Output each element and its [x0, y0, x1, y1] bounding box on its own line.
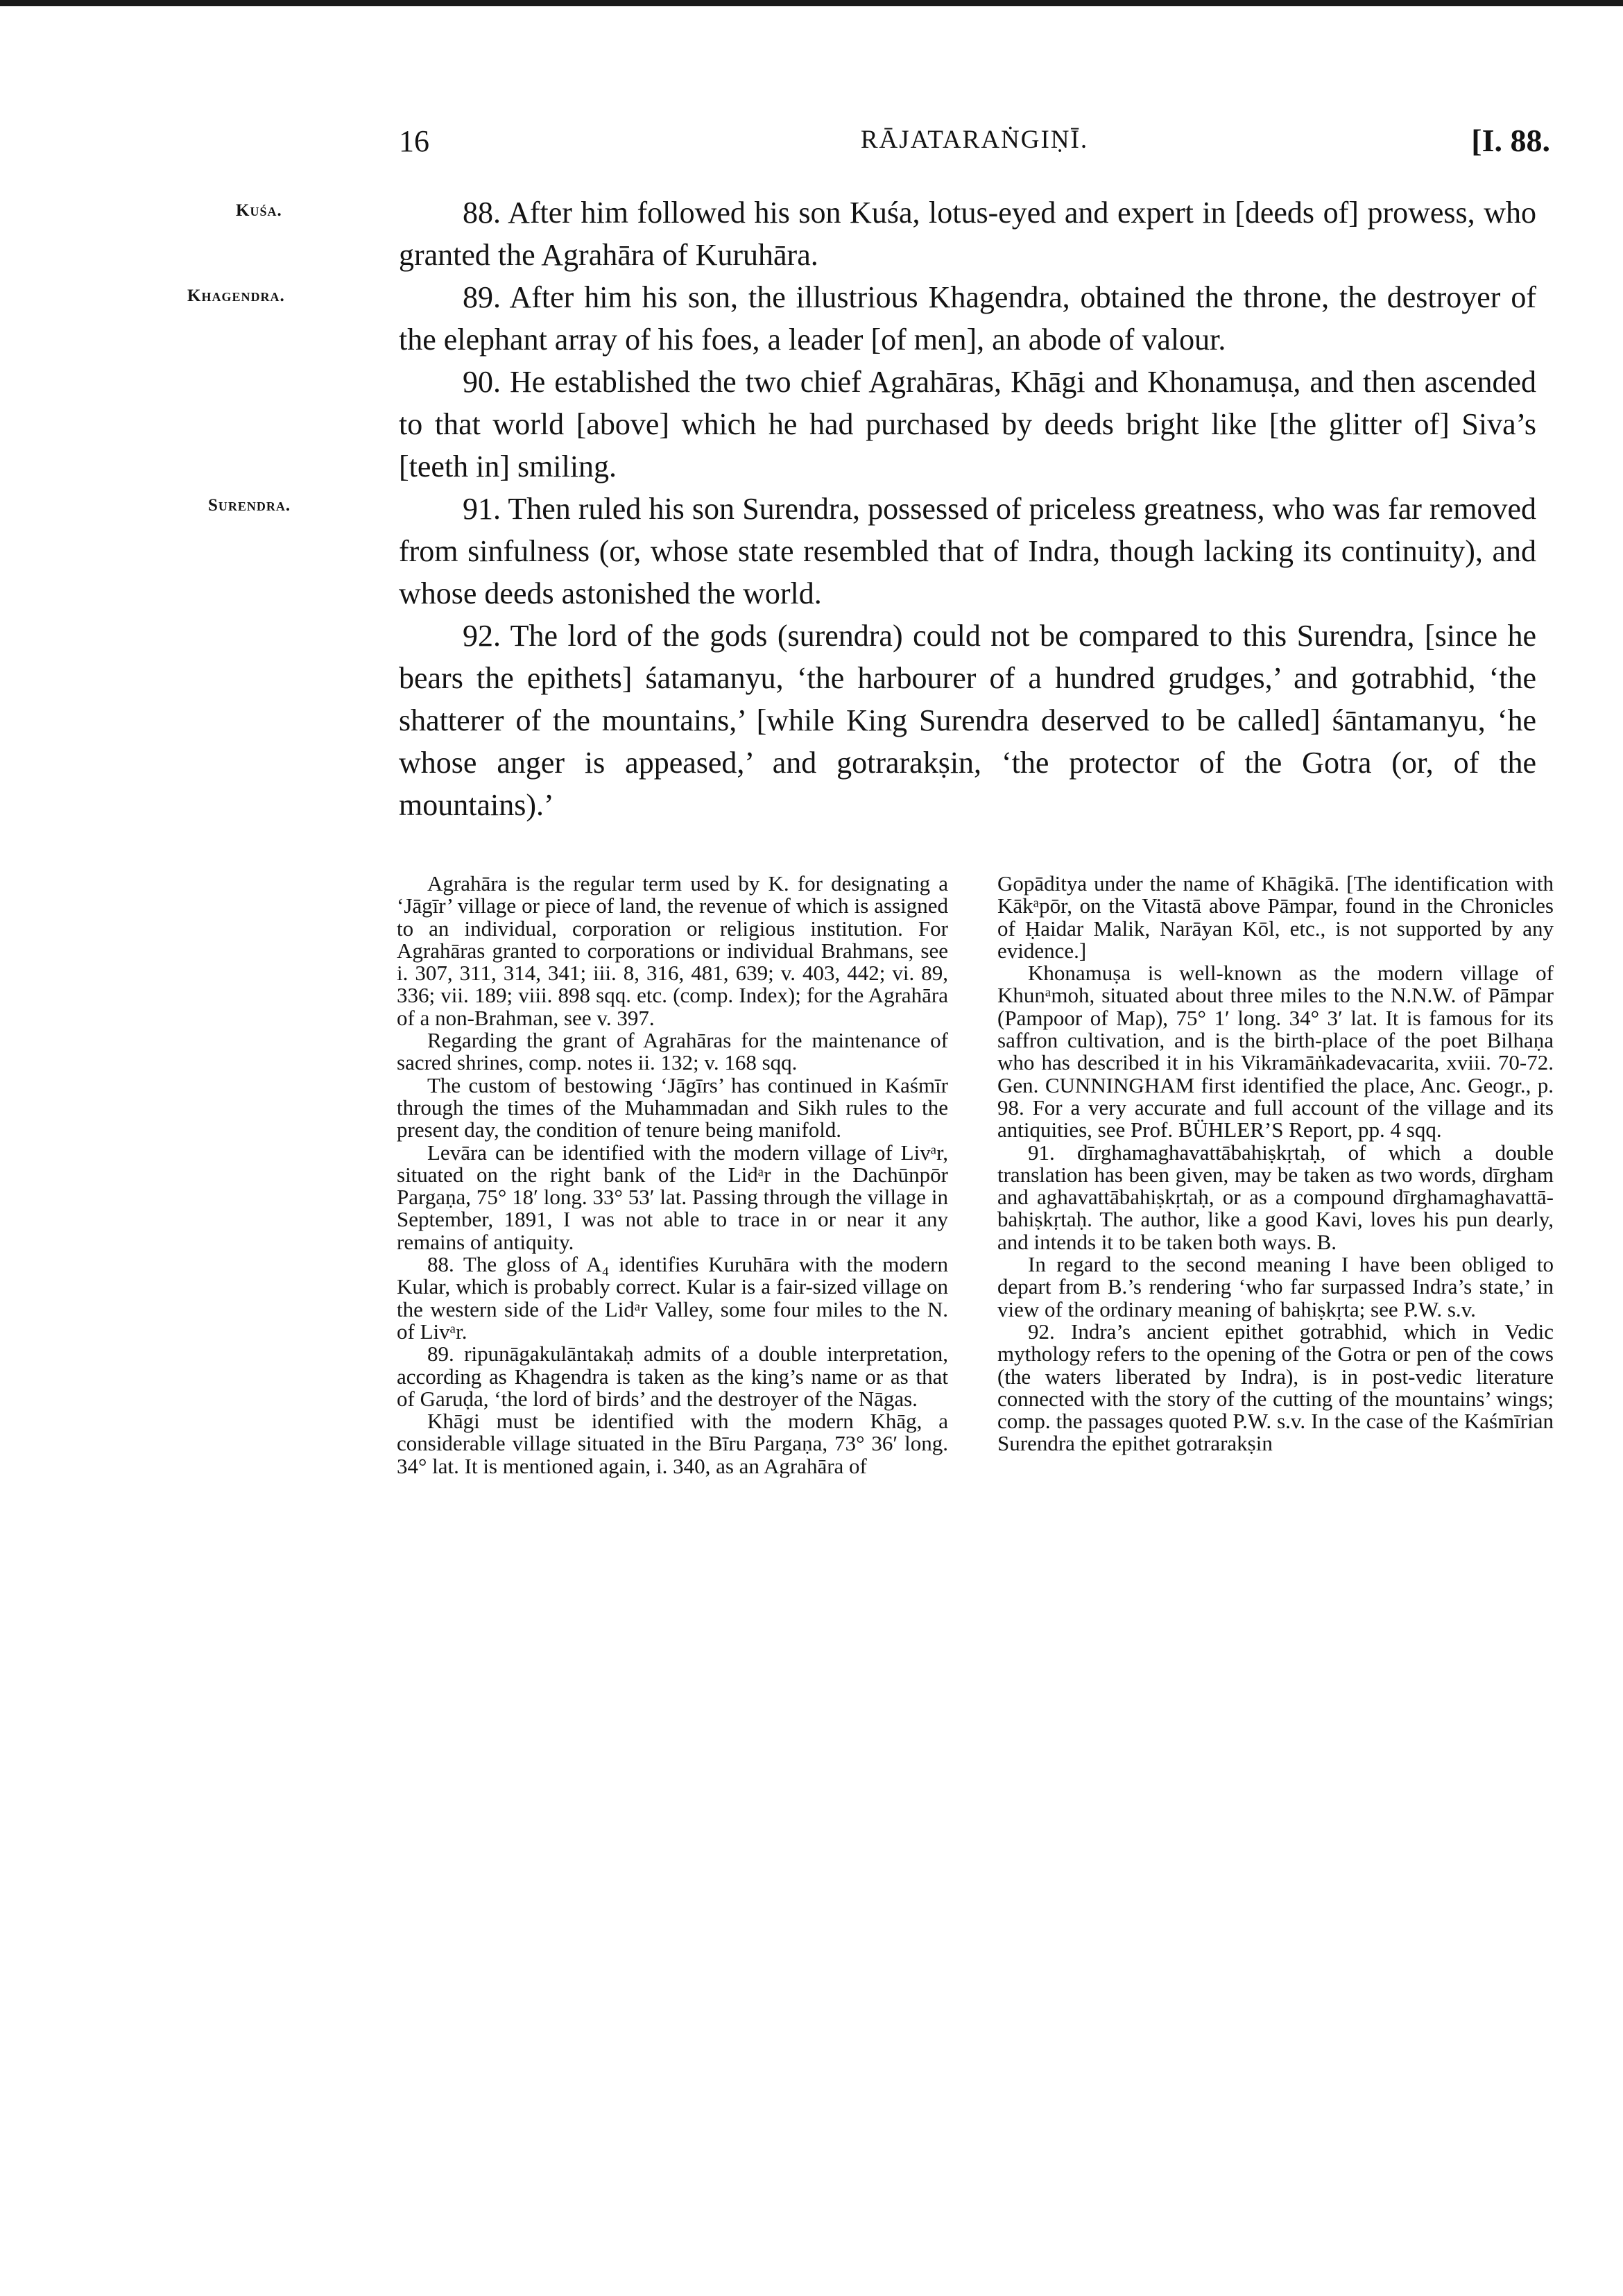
- page-number: 16: [399, 124, 429, 158]
- running-head: [399, 123, 1550, 172]
- note-khagi: Khāgi must be identified with the modern Khāg, a considerable village situated in the Bīru Pargaṇa, 73° 36′ long. 34° lat. It is mentioned again, i. 340, as an Agrahāra of: [397, 1409, 948, 1478]
- margin-note-kusa: Kuśa.: [236, 201, 282, 220]
- note-92: 92. Indra’s ancient epithet gotrabhid, which in Vedic mythology refers to the opening of the Gotra or pen of the cows (the waters liberated by Indra), is in post-vedic literature connected with the story of the cutting of the mountains’ wings; comp. the passages quoted P.W. s.v. In the case of the Kaśmīrian Surendra the epithet gotrarakṣin: [997, 1319, 1554, 1456]
- footnotes: [397, 873, 1554, 1477]
- note-jagirs: The custom of bestowing ‘Jāgīrs’ has continued in Kaśmīr through the times of the Muhammadan and Sikh rules to the present day, the condition of tenure being manifold.: [397, 1072, 948, 1142]
- note-91: 91. dīrghamaghavattābahiṣkṛtaḥ, of which a double translation has been given, may be taken as two words, dīrgham and aghavattābahiṣkṛtaḥ, or as a compound dīrghamaghavattā-bahiṣkṛtaḥ. The author, like a good Kavi, loves his pun dearly, and intends it to be taken both ways. B.: [997, 1140, 1554, 1254]
- note-88: 88. The gloss of A₄ identifies Kuruhāra with the modern Kular, which is probably correct. Kular is a fair-sized village on the western side of the Lidᵃr Valley, some four miles to the N. of Livᵃr.: [397, 1252, 948, 1344]
- running-title: RĀJATARAṄGIṆĪ.: [860, 126, 1089, 154]
- note-agrahara: Agrahāra is the regular term used by K. for designating a ‘Jāgīr’ village or piece of land, the revenue of which is assigned to an individual, corporation or religious institution. For Agrahāras granted to corporations or individual Brahmans, see i. 307, 311, 314, 341; iii. 8, 316, 481, 639; v. 403, 442; vi. 89, 336; vii. 189; viii. 898 sqq. etc. (comp. Index); for the Agrahāra of a non-Brahman, see v. 397.: [397, 871, 948, 1030]
- note-khagi-continued: Gopāditya under the name of Khāgikā. [The identification with Kākᵃpōr, on the Vitastā above Pāmpar, found in the Chronicles of Ḥaidar Malik, Narāyan Kōl, etc., is not supported by any evidence.]: [997, 871, 1554, 963]
- footnotes-left-column: [397, 873, 948, 1477]
- section-reference: [I. 88.: [1471, 123, 1550, 158]
- verse-89: 89. After him his son, the illustrious Khagendra, obtained the throne, the destroyer of the elephant array of his foes, a leader [of men], an abode of valour.: [399, 280, 1536, 357]
- note-second-meaning: In regard to the second meaning I have been obliged to depart from B.’s rendering ‘who far surpassed Indra’s state,’ in view of the ordinary meaning of bahiṣkṛta; see P.W. s.v.: [997, 1252, 1554, 1321]
- verse-92: 92. The lord of the gods (surendra) could not be compared to this Surendra, [since he bears the epithets] śatamanyu, ‘the harbourer of a hundred grudges,’ and gotrabhid, ‘the shatterer of the mountains,’ [while King Surendra deserved to be called] śāntamanyu, ‘he whose anger is appeased,’ and gotrarakṣin, ‘the protector of the Gotra (or, of the mountains).’: [399, 619, 1536, 822]
- verse-text: [399, 191, 1536, 826]
- verse-90: 90. He established the two chief Agrahāras, Khāgi and Khonamuṣa, and then ascended to that world [above] which he had purchased by deeds bright like [the glitter of] Siva’s [teeth in] smiling.: [399, 365, 1536, 483]
- footnotes-right-column: [997, 873, 1554, 1477]
- margin-note-surendra: Surendra.: [208, 496, 291, 515]
- verse-88: 88. After him followed his son Kuśa, lotus-eyed and expert in [deeds of] prowess, who granted the Agrahāra of Kuruhāra.: [399, 196, 1536, 272]
- note-agrahara-shrines: Regarding the grant of Agrahāras for the maintenance of sacred shrines, comp. notes ii. 132; v. 168 sqq.: [397, 1028, 948, 1075]
- verse-91: 91. Then ruled his son Surendra, possessed of priceless greatness, who was far removed from sinfulness (or, whose state resembled that of Indra, though lacking its continuity), and whose deeds astonished the world.: [399, 492, 1536, 610]
- note-89: 89. ripunāgakulāntakaḥ admits of a double interpretation, according as Khagendra is taken as the king’s name or as that of Garuḍa, ‘the lord of birds’ and the destroyer of the Nāgas.: [397, 1342, 948, 1411]
- margin-note-khagendra: Khagendra.: [187, 286, 285, 305]
- note-levara: Levāra can be identified with the modern village of Livᵃr, situated on the right bank of the Lidᵃr in the Dachūnpōr Pargaṇa, 75° 18′ long. 33° 53′ lat. Passing through the village in September, 1891, I was not able to trace in or near it any remains of antiquity.: [397, 1140, 948, 1254]
- top-edge-rule: [0, 0, 1623, 6]
- note-khonamusa: Khonamuṣa is well-known as the modern village of Khunᵃmoh, situated about three miles to the N.N.W. of Pāmpar (Pampoor of Map), 75° 1′ long. 34° 3′ lat. It is famous for its saffron cultivation, and is the birth-place of the poet Bilhaṇa who has described it in his Vikramāṅkadevacarita, xviii. 70-72. Gen. CUNNINGHAM first identified the place, Anc. Geogr., p. 98. For a very accurate and full account of the village and its antiquities, see Prof. BÜHLER’S Report, pp. 4 sqq.: [997, 961, 1554, 1142]
